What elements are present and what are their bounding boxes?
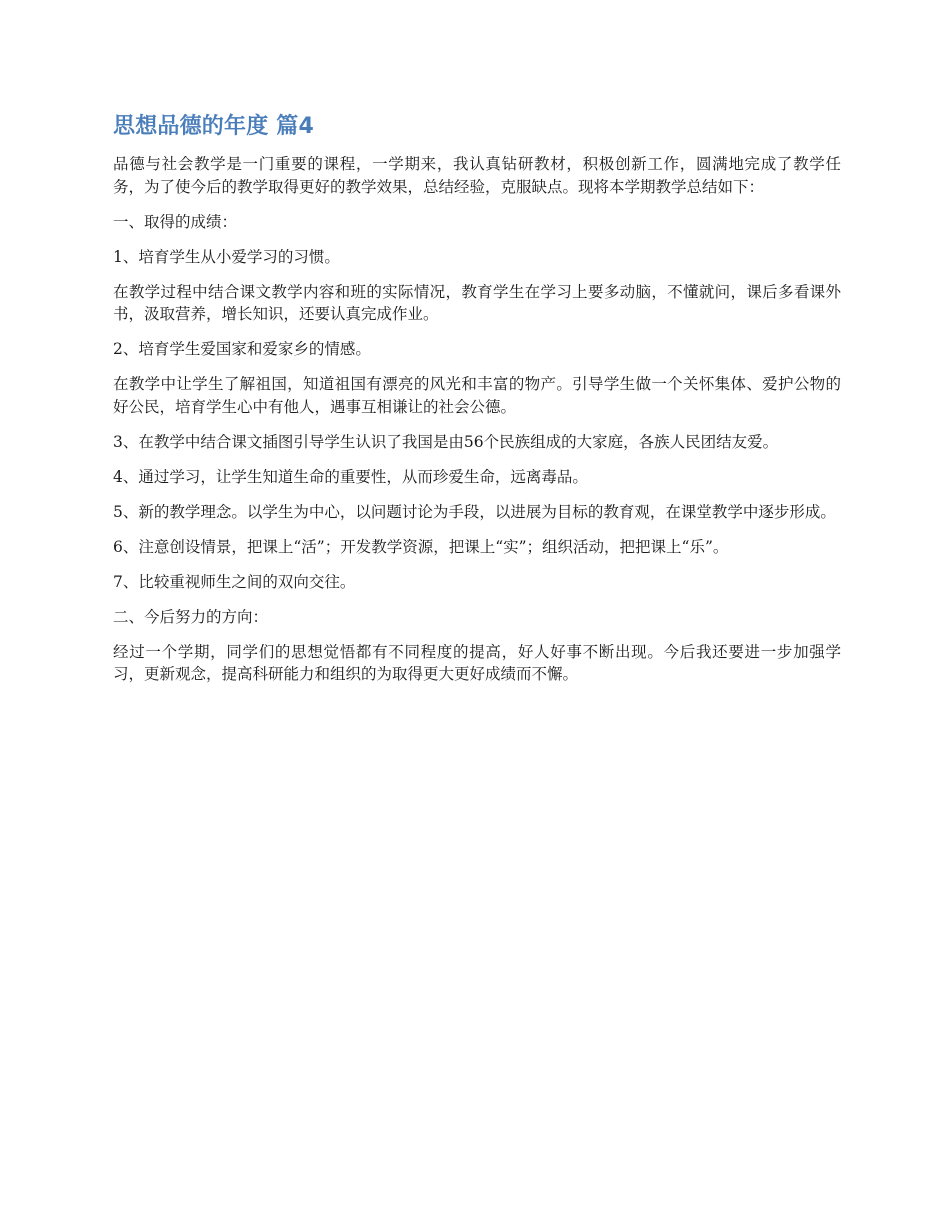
list-item-6: 6、注意创设情景，把课上“活”；开发教学资源，把课上“实”；组织活动，把把课上“乐”。: [113, 537, 729, 556]
document-title: 思想品德的年度 篇4: [113, 114, 314, 139]
paragraph-item-1-detail: 在教学过程中结合课文教学内容和班的实际情况，教育学生在学习上要多动脑，不懂就问，课后多看课外书，汲取营养，增长知识，还要认真完成作业。: [113, 282, 841, 323]
paragraph-conclusion: 经过一个学期，同学们的思想觉悟都有不同程度的提高，好人好事不断出现。今后我还要进一步加强学习，更新观念，提高科研能力和组织的为取得更大更好成绩而不懈。: [113, 642, 841, 683]
section-heading-future: 二、今后努力的方向：: [113, 607, 269, 626]
document-body: [113, 111, 841, 698]
paragraph-intro: 品德与社会教学是一门重要的课程，一学期来，我认真钻研教材，积极创新工作，圆满地完成了教学任务，为了使今后的教学取得更好的教学效果，总结经验，克服缺点。现将本学期教学总结如下：: [113, 155, 841, 196]
list-item-2: 2、培育学生爱国家和爱家乡的情感。: [113, 340, 371, 358]
section-heading-achievements: 一、取得的成绩：: [113, 212, 238, 231]
list-item-3: 3、在教学中结合课文插图引导学生认识了我国是由56个民族组成的大家庭，各族人民团结友爱。: [113, 432, 779, 451]
list-item-1: 1、培育学生从小爱学习的习惯。: [113, 247, 340, 266]
list-item-5: 5、新的教学理念。以学生为中心，以问题讨论为手段，以进展为目标的教育观，在课堂教学中逐步形成。: [113, 502, 836, 521]
list-item-4: 4、通过学习，让学生知道生命的重要性，从而珍爱生命，远离毒品。: [113, 467, 588, 486]
list-item-7: 7、比较重视师生之间的双向交往。: [113, 572, 356, 591]
paragraph-item-2-detail: 在教学中让学生了解祖国，知道祖国有漂亮的风光和丰富的物产。引导学生做一个关怀集体、爱护公物的好公民，培育学生心中有他人，遇事互相谦让的社会公德。: [113, 375, 841, 416]
